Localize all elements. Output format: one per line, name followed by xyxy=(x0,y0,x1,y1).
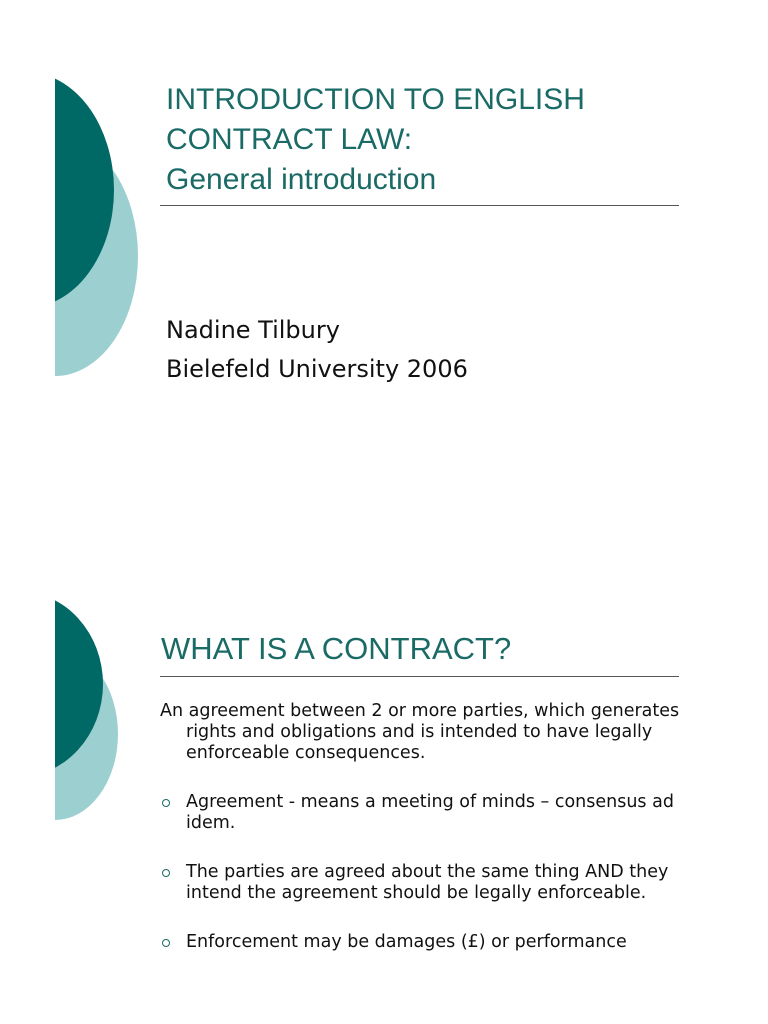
decorative-circles-graphic xyxy=(0,0,160,400)
slide-what-is-contract xyxy=(0,512,768,1024)
list-item xyxy=(160,792,690,834)
title-line-1: INTRODUCTION TO ENGLISH xyxy=(166,83,585,116)
slide-body xyxy=(160,701,690,981)
author-name: Nadine Tilbury xyxy=(166,316,340,344)
bullet-text: Agreement - means a meeting of minds – consensus ad idem. xyxy=(186,792,674,833)
title-divider xyxy=(160,205,679,206)
bullet-text: The parties are agreed about the same thing AND they intend the agreement should be legally enforceable. xyxy=(186,862,669,903)
hollow-circle-bullet-icon xyxy=(162,939,170,947)
decorative-circles-graphic xyxy=(0,512,160,912)
author-block xyxy=(166,311,468,389)
hollow-circle-bullet-icon xyxy=(162,799,170,807)
title-line-2: CONTRACT LAW: xyxy=(166,123,413,156)
slide-title-heading xyxy=(166,80,585,200)
definition-paragraph: An agreement between 2 or more parties, which generates rights and obligations and is intended to have legally enforceable consequences. xyxy=(160,701,680,763)
hollow-circle-bullet-icon xyxy=(162,869,170,877)
list-item xyxy=(160,862,690,904)
author-affiliation: Bielefeld University 2006 xyxy=(166,355,468,383)
title-line-3: General introduction xyxy=(166,163,437,196)
list-item xyxy=(160,932,690,953)
title-divider xyxy=(160,676,679,677)
slide-heading: WHAT IS A CONTRACT? xyxy=(161,631,512,666)
bullet-text: Enforcement may be damages (£) or performance xyxy=(186,932,627,952)
bullet-list xyxy=(160,792,690,953)
